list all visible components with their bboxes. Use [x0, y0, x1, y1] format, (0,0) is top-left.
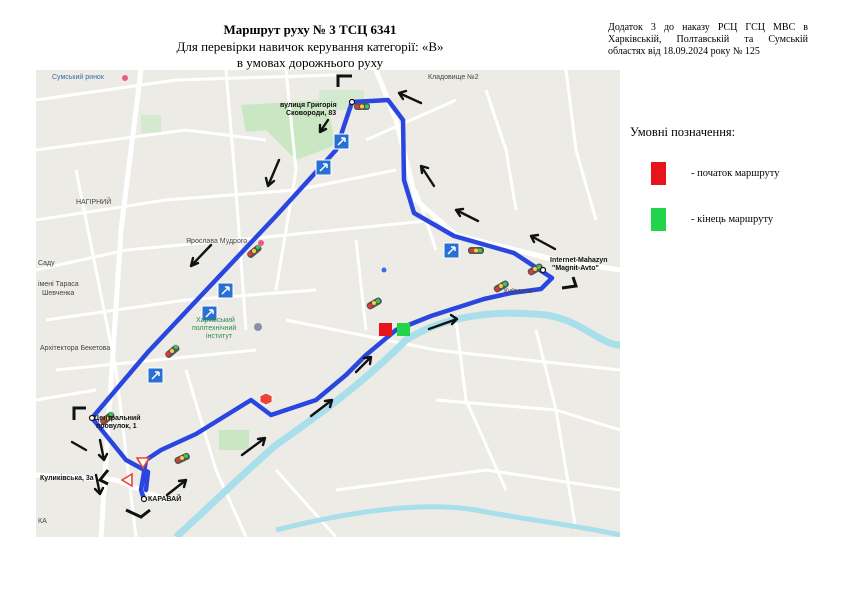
park-area — [219, 430, 249, 450]
label-architect: Архітектора Бекетова — [40, 345, 111, 352]
park-area — [141, 115, 161, 133]
traffic-light-icon — [354, 103, 370, 110]
label-kyivska: Київська — [504, 288, 532, 295]
poi-pin-icon — [258, 240, 264, 246]
label-sadu: Саду — [38, 260, 55, 267]
traffic-light-icon — [366, 296, 383, 310]
label-cemetery: Кладовище №2 — [428, 74, 479, 81]
label-skovoroda-street-number: Сковороди, 83 — [286, 110, 337, 117]
label-shop-2: "Magnit-Avto" — [552, 265, 599, 272]
label-yaroslava-mudrogo: Ярослава Мудрого — [186, 238, 248, 245]
legend-end-label: - кінець маршруту — [691, 214, 774, 225]
route-subtitle: Для перевірки навичок керування категорії: «В» — [176, 39, 444, 54]
river — [176, 313, 620, 537]
direction-sign-icon — [218, 283, 233, 298]
label-ka: КА — [38, 518, 47, 525]
stop-sign-icon — [260, 393, 272, 405]
legend-start-label: - початок маршруту — [691, 168, 780, 179]
route-start-marker — [379, 323, 392, 336]
label-polytechnic-3: інститут — [206, 333, 233, 340]
direction-sign-icon — [316, 160, 331, 175]
route-end-marker — [397, 323, 410, 336]
direction-sign-icon — [148, 368, 163, 383]
route-subtitle-conditions: в умовах дорожнього руху — [236, 55, 384, 70]
label-market: Сумський ринок — [52, 74, 104, 81]
label-karavai: КАРАВАЙ — [148, 496, 182, 503]
traffic-light-icon — [173, 452, 190, 465]
route-map[interactable] — [36, 70, 620, 537]
river-branch — [276, 507, 620, 535]
route-node — [142, 497, 147, 502]
poi-pin-icon — [254, 323, 262, 331]
label-polytechnic-2: політехнічний — [192, 325, 237, 332]
legend-end-swatch — [651, 208, 666, 231]
label-central-2: провулок, 1 — [96, 423, 137, 430]
label-shevchenka-2: Шевченка — [42, 290, 75, 297]
direction-sign-icon — [444, 243, 459, 258]
label-shevchenka-1: імені Тараса — [38, 281, 79, 288]
label-kulykivska: Куликівська, 3а — [40, 475, 94, 482]
poi-pin-icon — [382, 268, 387, 273]
poi-pin-icon — [122, 75, 128, 81]
label-polytechnic-1: Харківський — [196, 317, 235, 324]
route-title: Маршрут руху № 3 ТСЦ 6341 — [223, 22, 397, 37]
legend-start-swatch — [651, 162, 666, 185]
legend-title: Умовні позначення: — [630, 125, 736, 139]
label-central-1: Центральний — [94, 415, 141, 422]
label-nagirnyi: НАГІРНИЙ — [76, 199, 112, 206]
route-node — [350, 100, 355, 105]
appendix-note: Додаток 3 до наказу РСЦ ГСЦ МВС в Харківській, Полтавській та Сумській областях від 18.09.2024 року № 125 — [608, 22, 808, 57]
traffic-light-icon — [468, 247, 484, 254]
label-skovoroda-street: вулиця Григорія — [280, 102, 337, 109]
route-node — [541, 268, 546, 273]
direction-sign-icon — [334, 134, 349, 149]
map-canvas — [36, 70, 620, 537]
label-shop-1: Internet-Mahazyn — [550, 257, 608, 264]
